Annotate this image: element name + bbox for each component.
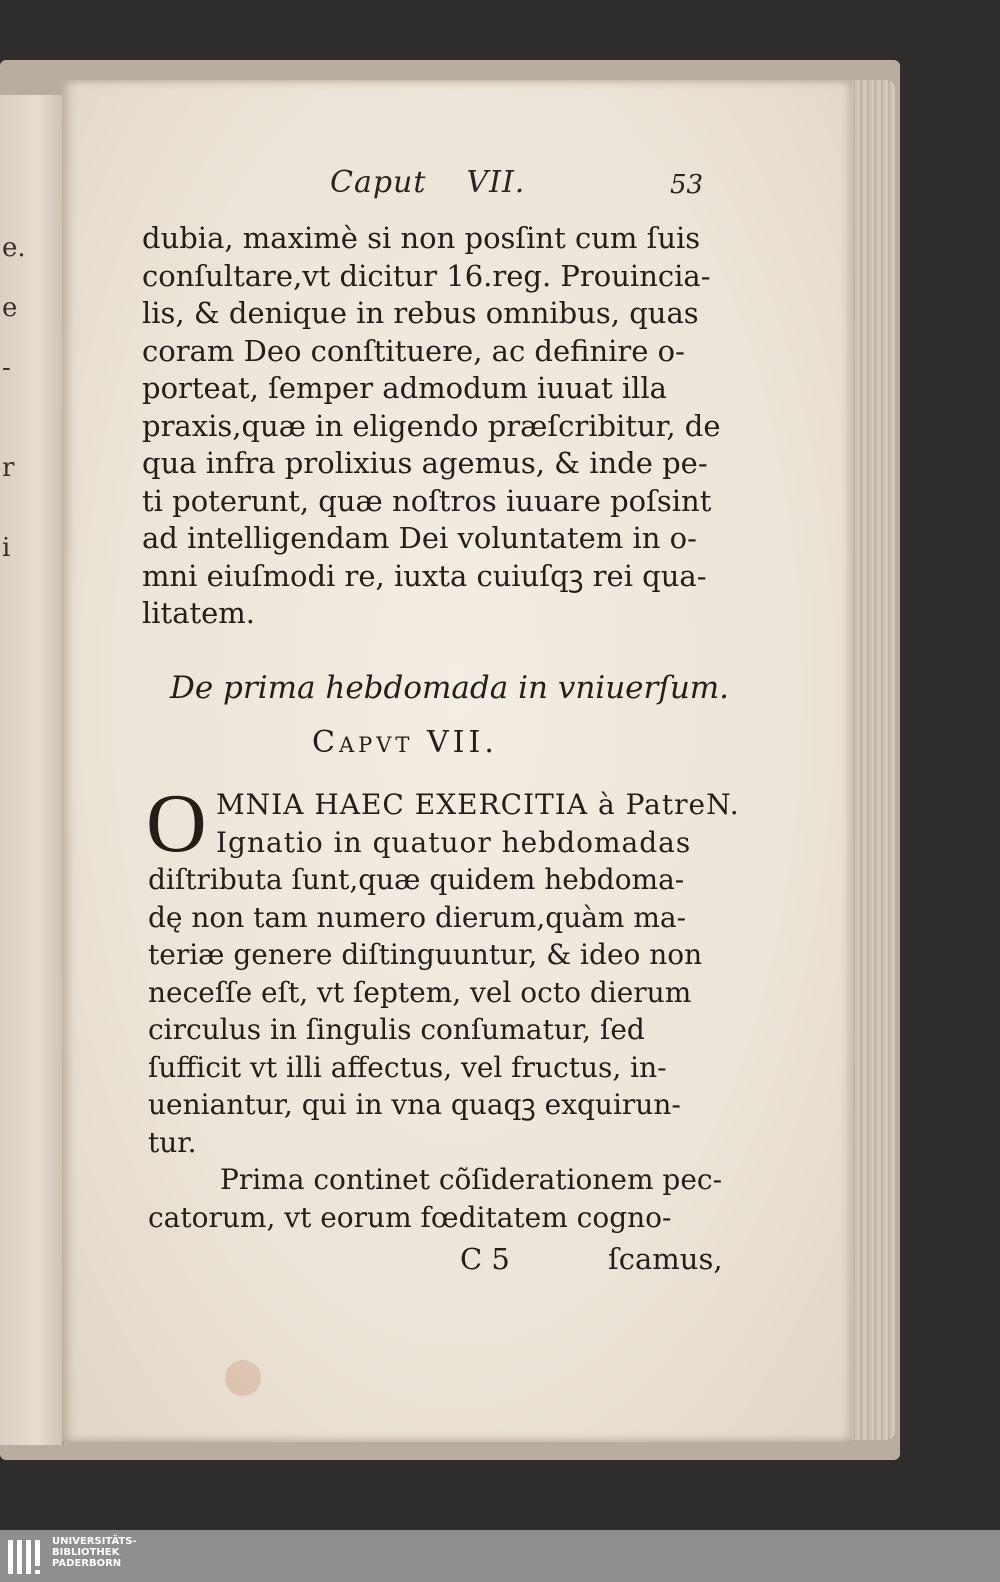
text-line: Prima continet cõſiderationem pec- <box>220 1163 723 1196</box>
text-line: teriæ genere diſtinguuntur, & ideo non <box>148 938 703 971</box>
chapter-paragraph <box>148 786 740 1236</box>
body-text <box>142 220 720 633</box>
text-line: porteat, ſemper admodum iuuat illa <box>142 371 667 405</box>
text-line: conſultare,vt dicitur 16.reg. Prouincia- <box>142 258 711 293</box>
library-logo-icon <box>8 1540 48 1574</box>
section-heading: De prima hebdomada in vniuerſum. <box>170 670 730 706</box>
text-line: circulus in ſingulis conſumatur, ſed <box>148 1013 645 1046</box>
foxing-stain <box>225 1360 261 1396</box>
running-head <box>330 165 525 200</box>
text-line: Ignatio in quatuor hebdomadas <box>216 825 692 859</box>
library-logo-text <box>52 1536 137 1569</box>
running-head-numeral: VII. <box>466 165 526 200</box>
text-line: catorum, vt eorum fœditatem cogno- <box>148 1200 672 1234</box>
text-line: ad intelligendam Dei voluntatem in o- <box>142 521 697 555</box>
previous-page-edge: e. e - r i <box>0 95 64 1445</box>
text-line: mni eiuſmodi re, iuxta cuiuſqꝫ rei qua- <box>142 558 707 593</box>
signature-mark: C 5 <box>460 1242 510 1276</box>
text-line: dę non tam numero dierum,quàm ma- <box>148 900 687 934</box>
text-line: coram Deo conſtituere, ac definire o- <box>142 333 685 368</box>
text-line: ueniantur, qui in vna quaqꝫ exquirun- <box>148 1088 681 1121</box>
chapter-title: Capvt VII. <box>312 725 498 760</box>
text-line: dubia, maximè si non posſint cum ſuis <box>142 221 701 255</box>
catchword: ſcamus, <box>608 1242 723 1276</box>
text-line: ti poterunt, quæ noſtros iuuare poſsint <box>142 483 712 518</box>
text-line: litatem. <box>142 596 256 630</box>
text-line: ſufficit vt illi affectus, vel fructus, in- <box>148 1050 667 1084</box>
text-line: lis, & denique in rebus omnibus, quas <box>142 296 699 330</box>
text-line: qua infra prolixius agemus, & inde pe- <box>142 446 708 480</box>
library-footer-bar <box>0 1530 1000 1582</box>
logo-line: PADERBORN <box>52 1558 122 1569</box>
text-line: diſtributa ſunt,quæ quidem hebdoma- <box>148 863 685 896</box>
logo-line: BIBLIOTHEK <box>52 1547 120 1558</box>
running-head-word: Caput <box>330 165 427 200</box>
text-line: MNIA HAEC EXERCITIA à PatreN. <box>216 788 740 821</box>
text-line: tur. <box>148 1125 197 1159</box>
drop-cap-initial: O <box>146 777 207 870</box>
page-number: 53 <box>670 170 704 200</box>
text-line: praxis,quæ in eligendo præſcribitur, de <box>142 408 721 443</box>
text-line: neceſſe eſt, vt ſeptem, vel octo dierum <box>148 975 692 1009</box>
logo-line: UNIVERSITÄTS- <box>52 1536 137 1547</box>
